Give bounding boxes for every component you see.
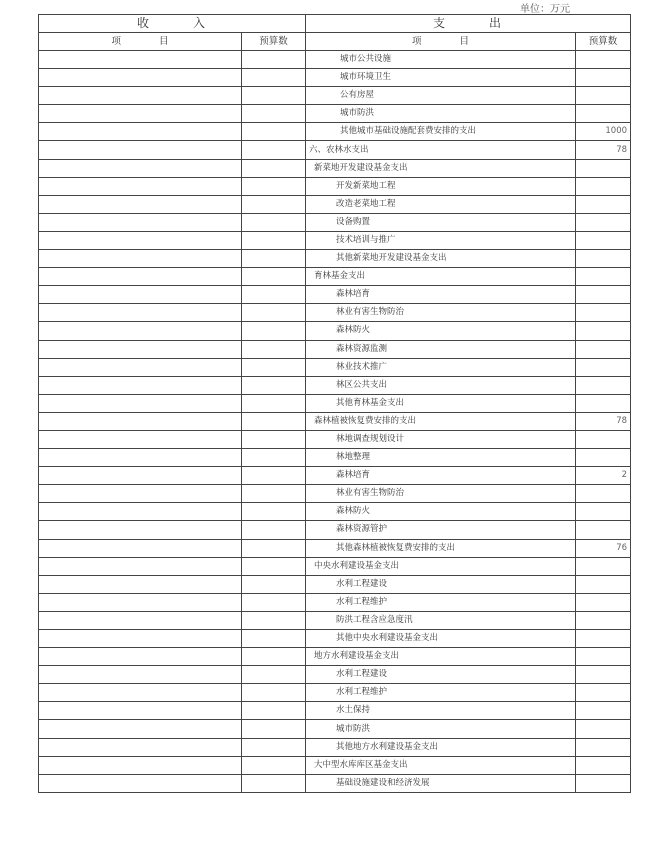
expense-item-cell: 森林培育 <box>306 286 576 304</box>
income-item-cell <box>39 51 242 69</box>
expense-item-cell: 其他新菜地开发建设基金支出 <box>306 250 576 268</box>
expense-budget-cell: 78 <box>576 412 631 430</box>
table-row <box>39 630 631 648</box>
expense-budget-cell: 1000 <box>576 123 631 141</box>
expense-budget-cell <box>576 358 631 376</box>
expense-budget-cell <box>576 756 631 774</box>
income-item-cell <box>39 195 242 213</box>
income-budget-cell <box>242 648 306 666</box>
expense-budget-cell <box>576 340 631 358</box>
expense-item-cell: 林地整理 <box>306 449 576 467</box>
income-budget-cell <box>242 394 306 412</box>
table-row <box>39 412 631 430</box>
table-row <box>39 358 631 376</box>
table-row <box>39 702 631 720</box>
expense-budget-cell <box>576 557 631 575</box>
expense-item-cell: 六、农林水支出 <box>306 141 576 159</box>
table-row <box>39 449 631 467</box>
income-budget-cell <box>242 304 306 322</box>
income-item-header: 项 目 <box>39 33 242 51</box>
expense-budget-cell <box>576 69 631 87</box>
income-budget-cell <box>242 467 306 485</box>
expense-item-cell: 林区公共支出 <box>306 376 576 394</box>
table-row <box>39 738 631 756</box>
income-item-cell <box>39 159 242 177</box>
income-budget-cell <box>242 521 306 539</box>
expense-budget-cell <box>576 575 631 593</box>
income-item-cell <box>39 123 242 141</box>
income-budget-cell <box>242 503 306 521</box>
income-budget-cell <box>242 756 306 774</box>
expense-budget-cell <box>576 268 631 286</box>
expense-item-cell: 防洪工程含应急度汛 <box>306 611 576 629</box>
expense-budget-cell <box>576 105 631 123</box>
expense-budget-cell <box>576 322 631 340</box>
budget-table <box>38 14 631 793</box>
income-budget-cell <box>242 449 306 467</box>
expense-item-cell: 林业有害生物防治 <box>306 485 576 503</box>
expense-budget-cell <box>576 593 631 611</box>
expense-item-cell: 其他城市基础设施配套费安排的支出 <box>306 123 576 141</box>
table-row <box>39 611 631 629</box>
income-budget-cell <box>242 105 306 123</box>
table-row <box>39 322 631 340</box>
table-row <box>39 756 631 774</box>
income-item-cell <box>39 684 242 702</box>
income-budget-cell <box>242 630 306 648</box>
income-budget-header: 预算数 <box>242 33 306 51</box>
expense-item-cell: 地方水利建设基金支出 <box>306 648 576 666</box>
expense-budget-cell <box>576 394 631 412</box>
income-section-title: 收 入 <box>39 15 306 33</box>
expense-item-cell: 林业有害生物防治 <box>306 304 576 322</box>
expense-item-cell: 其他中央水利建设基金支出 <box>306 630 576 648</box>
expense-budget-cell <box>576 430 631 448</box>
table-row <box>39 51 631 69</box>
expense-item-cell: 水土保持 <box>306 702 576 720</box>
expense-budget-cell <box>576 774 631 792</box>
table-row <box>39 195 631 213</box>
expense-budget-cell <box>576 213 631 231</box>
income-budget-cell <box>242 159 306 177</box>
income-budget-cell <box>242 575 306 593</box>
table-row <box>39 720 631 738</box>
table-row <box>39 250 631 268</box>
expense-budget-cell: 2 <box>576 467 631 485</box>
income-item-cell <box>39 611 242 629</box>
table-row <box>39 159 631 177</box>
income-budget-cell <box>242 666 306 684</box>
table-row <box>39 575 631 593</box>
expense-item-cell: 森林植被恢复费安排的支出 <box>306 412 576 430</box>
income-budget-cell <box>242 702 306 720</box>
income-budget-cell <box>242 774 306 792</box>
income-budget-cell <box>242 87 306 105</box>
income-item-cell <box>39 286 242 304</box>
expense-budget-cell <box>576 304 631 322</box>
income-item-cell <box>39 738 242 756</box>
expense-item-cell: 森林培育 <box>306 467 576 485</box>
income-budget-cell <box>242 430 306 448</box>
income-budget-cell <box>242 231 306 249</box>
income-item-cell <box>39 340 242 358</box>
table-row <box>39 485 631 503</box>
income-item-cell <box>39 557 242 575</box>
table-row <box>39 177 631 195</box>
income-item-cell <box>39 69 242 87</box>
expense-item-cell: 森林防火 <box>306 322 576 340</box>
income-budget-cell <box>242 268 306 286</box>
income-item-cell <box>39 575 242 593</box>
expense-budget-cell <box>576 231 631 249</box>
income-budget-cell <box>242 358 306 376</box>
income-item-cell <box>39 485 242 503</box>
income-item-cell <box>39 430 242 448</box>
income-budget-cell <box>242 51 306 69</box>
income-budget-cell <box>242 322 306 340</box>
table-row <box>39 141 631 159</box>
expense-budget-cell <box>576 738 631 756</box>
income-budget-cell <box>242 213 306 231</box>
expense-item-cell: 森林防火 <box>306 503 576 521</box>
expense-item-cell: 育林基金支出 <box>306 268 576 286</box>
income-item-cell <box>39 412 242 430</box>
income-budget-cell <box>242 720 306 738</box>
expense-item-cell: 基础设施建设和经济发展 <box>306 774 576 792</box>
income-budget-cell <box>242 141 306 159</box>
income-budget-cell <box>242 684 306 702</box>
income-item-cell <box>39 539 242 557</box>
expense-budget-cell <box>576 702 631 720</box>
table-row <box>39 503 631 521</box>
income-item-cell <box>39 394 242 412</box>
table-row <box>39 213 631 231</box>
income-item-cell <box>39 87 242 105</box>
expense-item-cell: 森林资源监测 <box>306 340 576 358</box>
expense-section-title: 支 出 <box>306 15 631 33</box>
expense-budget-cell <box>576 449 631 467</box>
income-budget-cell <box>242 557 306 575</box>
income-item-cell <box>39 177 242 195</box>
unit-label: 单位：万元 <box>520 4 570 15</box>
expense-budget-cell <box>576 648 631 666</box>
expense-budget-cell <box>576 720 631 738</box>
table-row <box>39 521 631 539</box>
expense-item-cell: 水利工程维护 <box>306 593 576 611</box>
income-budget-cell <box>242 69 306 87</box>
table-row <box>39 430 631 448</box>
income-budget-cell <box>242 286 306 304</box>
income-item-cell <box>39 322 242 340</box>
income-item-cell <box>39 304 242 322</box>
expense-item-cell: 其他育林基金支出 <box>306 394 576 412</box>
expense-item-cell: 城市防洪 <box>306 105 576 123</box>
income-item-cell <box>39 774 242 792</box>
income-item-cell <box>39 648 242 666</box>
table-row <box>39 774 631 792</box>
expense-budget-cell <box>576 521 631 539</box>
table-row <box>39 539 631 557</box>
income-item-cell <box>39 756 242 774</box>
expense-budget-cell: 78 <box>576 141 631 159</box>
expense-budget-cell <box>576 177 631 195</box>
income-item-cell <box>39 376 242 394</box>
section-header-row <box>39 15 631 33</box>
table-row <box>39 376 631 394</box>
income-budget-cell <box>242 593 306 611</box>
income-budget-cell <box>242 250 306 268</box>
income-item-cell <box>39 268 242 286</box>
expense-budget-header: 预算数 <box>576 33 631 51</box>
expense-item-cell: 林地调查规划设计 <box>306 430 576 448</box>
table-row <box>39 231 631 249</box>
expense-item-cell: 城市环境卫生 <box>306 69 576 87</box>
expense-budget-cell <box>576 159 631 177</box>
expense-item-cell: 公有房屋 <box>306 87 576 105</box>
expense-item-cell: 大中型水库库区基金支出 <box>306 756 576 774</box>
expense-budget-cell <box>576 250 631 268</box>
income-item-cell <box>39 105 242 123</box>
income-item-cell <box>39 358 242 376</box>
income-budget-cell <box>242 376 306 394</box>
expense-budget-cell <box>576 611 631 629</box>
table-row <box>39 648 631 666</box>
expense-item-cell: 其他森林植被恢复费安排的支出 <box>306 539 576 557</box>
expense-item-cell: 新菜地开发建设基金支出 <box>306 159 576 177</box>
expense-item-cell: 城市防洪 <box>306 720 576 738</box>
table-row <box>39 87 631 105</box>
income-item-cell <box>39 503 242 521</box>
table-row <box>39 340 631 358</box>
table-row <box>39 684 631 702</box>
income-item-cell <box>39 720 242 738</box>
expense-item-cell: 水利工程维护 <box>306 684 576 702</box>
income-item-cell <box>39 467 242 485</box>
income-budget-cell <box>242 177 306 195</box>
income-budget-cell <box>242 412 306 430</box>
expense-item-cell: 其他地方水利建设基金支出 <box>306 738 576 756</box>
income-budget-cell <box>242 485 306 503</box>
income-item-cell <box>39 213 242 231</box>
expense-item-cell: 开发新菜地工程 <box>306 177 576 195</box>
table-row <box>39 467 631 485</box>
income-item-cell <box>39 231 242 249</box>
income-item-cell <box>39 521 242 539</box>
table-row <box>39 593 631 611</box>
expense-budget-cell <box>576 503 631 521</box>
table-row <box>39 105 631 123</box>
table-row <box>39 69 631 87</box>
income-item-cell <box>39 702 242 720</box>
expense-budget-cell <box>576 630 631 648</box>
expense-budget-cell <box>576 87 631 105</box>
expense-budget-cell <box>576 195 631 213</box>
expense-budget-cell <box>576 666 631 684</box>
expense-item-cell: 中央水利建设基金支出 <box>306 557 576 575</box>
income-budget-cell <box>242 195 306 213</box>
table-row <box>39 286 631 304</box>
expense-budget-cell <box>576 485 631 503</box>
expense-item-cell: 设备购置 <box>306 213 576 231</box>
income-item-cell <box>39 630 242 648</box>
income-budget-cell <box>242 539 306 557</box>
table-row <box>39 304 631 322</box>
income-budget-cell <box>242 738 306 756</box>
expense-budget-cell <box>576 51 631 69</box>
expense-budget-cell: 76 <box>576 539 631 557</box>
income-item-cell <box>39 250 242 268</box>
expense-item-cell: 改造老菜地工程 <box>306 195 576 213</box>
expense-item-cell: 水利工程建设 <box>306 575 576 593</box>
expense-item-cell: 城市公共设施 <box>306 51 576 69</box>
table-row <box>39 123 631 141</box>
expense-item-cell: 森林资源管护 <box>306 521 576 539</box>
expense-budget-cell <box>576 684 631 702</box>
income-item-cell <box>39 666 242 684</box>
expense-budget-cell <box>576 376 631 394</box>
expense-item-cell: 水利工程建设 <box>306 666 576 684</box>
expense-item-cell: 技术培训与推广 <box>306 231 576 249</box>
table-row <box>39 557 631 575</box>
income-budget-cell <box>242 611 306 629</box>
column-header-row <box>39 33 631 51</box>
expense-item-cell: 林业技术推广 <box>306 358 576 376</box>
table-row <box>39 268 631 286</box>
table-row <box>39 666 631 684</box>
expense-budget-cell <box>576 286 631 304</box>
table-row <box>39 394 631 412</box>
income-budget-cell <box>242 123 306 141</box>
income-item-cell <box>39 449 242 467</box>
income-item-cell <box>39 141 242 159</box>
income-budget-cell <box>242 340 306 358</box>
expense-item-header: 项 目 <box>306 33 576 51</box>
income-item-cell <box>39 593 242 611</box>
